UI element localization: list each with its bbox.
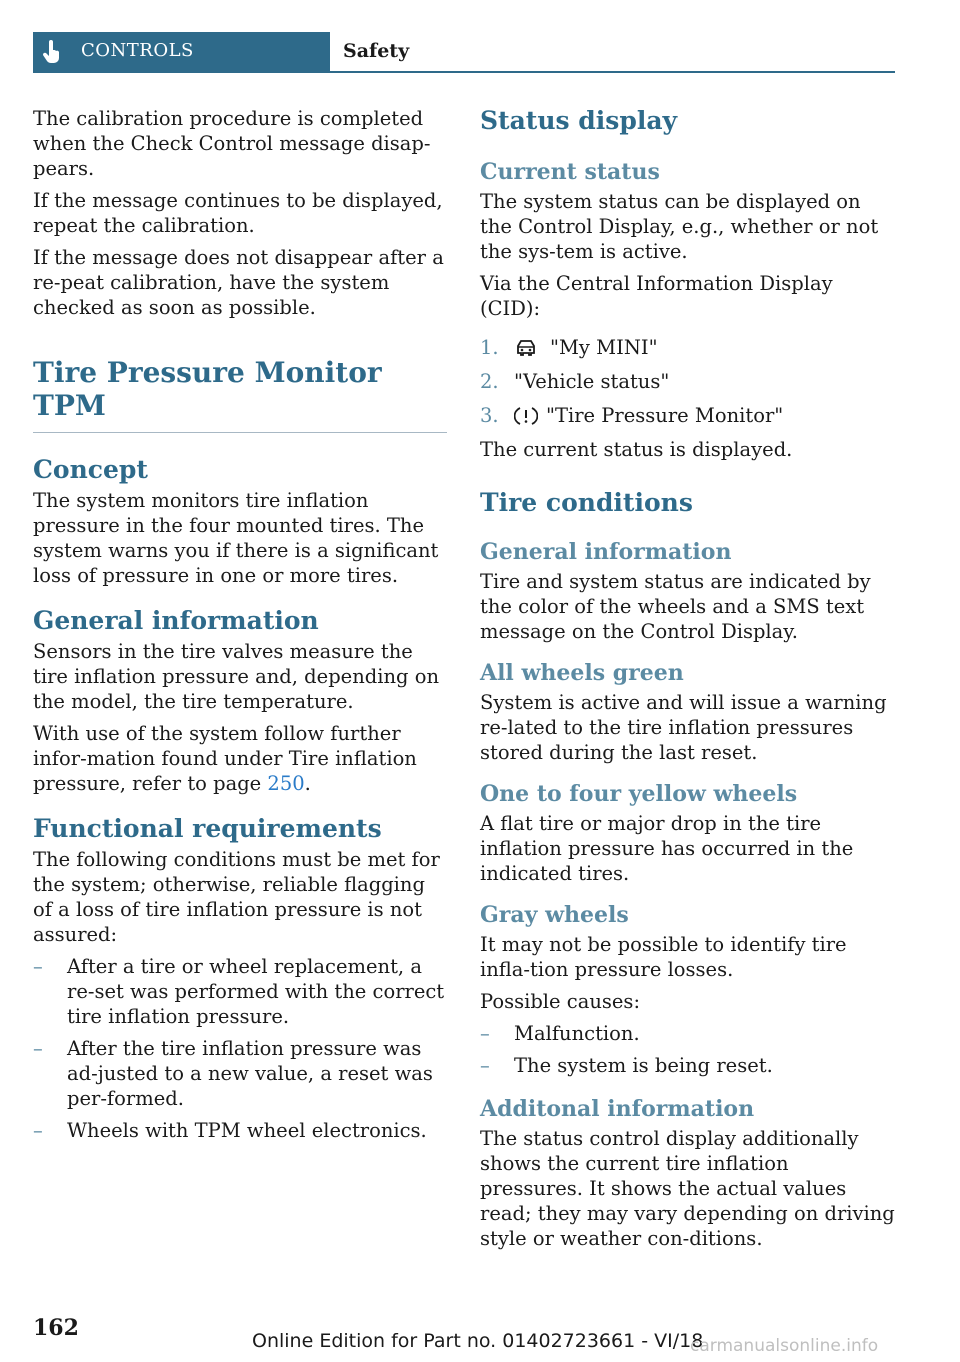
paragraph: Possible causes: — [480, 990, 641, 1013]
dash-bullet: – — [33, 955, 43, 978]
step-item — [480, 369, 895, 394]
subheading-all-wheels-green: All wheels green — [480, 660, 684, 686]
paragraph: If the message does not disappear after a re‐peat calibration, have the system checked as soon as possible. — [33, 246, 444, 319]
paragraph: System is active and will issue a warning re‐lated to the tire inflation pressures stored during the last reset. — [480, 691, 887, 764]
page-header — [33, 32, 895, 73]
step-text: "Tire Pressure Monitor" — [546, 404, 784, 427]
page-number: 162 — [33, 1315, 79, 1341]
dash-bullet: – — [480, 1022, 490, 1045]
paragraph: The current status is displayed. — [480, 438, 793, 461]
paragraph: The calibration procedure is completed when the Check Control message disap‐pears. — [33, 107, 431, 180]
paragraph-text: With use of the system follow further infor‐mation found under Tire inflation pressure, refer to page — [33, 722, 417, 795]
paragraph: Sensors in the tire valves measure the tire inflation pressure and, depending on the model, the tire temperature. — [33, 640, 440, 713]
step-number: 1. — [480, 336, 499, 359]
subheading-yellow-wheels: One to four yellow wheels — [480, 781, 798, 807]
step-number: 3. — [480, 404, 499, 427]
dash-bullet: – — [480, 1054, 490, 1077]
paragraph-text: . — [304, 772, 311, 795]
section-heading-tpm: Tire Pressure Monitor TPM — [33, 356, 447, 433]
section-label: CONTROLS — [81, 40, 194, 61]
paragraph: A flat tire or major drop in the tire inflation pressure has occurred in the indicated tires. — [480, 812, 854, 885]
paragraph: Via the Central Information Display (CID): — [480, 272, 833, 320]
steps-list — [480, 335, 895, 428]
heading-status-display: Status display — [480, 106, 678, 135]
subheading-additional-information: Additonal information — [480, 1096, 755, 1122]
causes-list — [480, 1021, 895, 1078]
paragraph: If the message continues to be displayed, repeat the calibration. — [33, 189, 443, 237]
paragraph: The system monitors tire inflation pressure in the four mounted tires. The system warns you if there is a significant loss of pressure in one or more tires. — [33, 489, 439, 587]
paragraph — [33, 721, 447, 796]
paragraph: Tire and system status are indicated by the color of the wheels and a SMS text message on the Control Display. — [480, 570, 871, 643]
edition-note: Online Edition for Part no. 01402723661 - VI/18 — [252, 1330, 704, 1352]
dash-bullet: – — [33, 1119, 43, 1142]
hand-pointer-icon — [41, 40, 63, 64]
paragraph: The following conditions must be met for the system; otherwise, reliable flagging of a loss of tire inflation pressure is not assured: — [33, 848, 440, 946]
paragraph: The status control display additionally shows the current tire inflation pressures. It shows the actual values read; they may vary depending on driving style or weather con‐ditions. — [480, 1127, 895, 1250]
step-text: "Vehicle status" — [514, 370, 670, 393]
section-tab — [33, 32, 330, 71]
list-item: – Malfunction. — [480, 1022, 640, 1045]
paragraph: It may not be possible to identify tire infla‐tion pressure losses. — [480, 933, 847, 981]
right-column — [480, 106, 895, 1258]
car-icon — [514, 337, 538, 359]
step-number: 2. — [480, 370, 499, 393]
requirements-list — [33, 954, 447, 1143]
list-item: – After the tire inflation pressure was ad‐justed to a new value, a reset was per‐formed. — [33, 1037, 433, 1110]
dash-bullet: – — [33, 1037, 43, 1060]
subheading-current-status: Current status — [480, 159, 660, 185]
chapter-title: Safety — [343, 40, 410, 62]
step-item — [480, 403, 895, 428]
subheading-general-information: General information — [480, 539, 732, 565]
left-column — [33, 106, 447, 1150]
paragraph: The system status can be displayed on the Control Display, e.g., whether or not the sys‐tem is active. — [480, 190, 879, 263]
step-item — [480, 335, 895, 360]
subheading-gray-wheels: Gray wheels — [480, 902, 629, 928]
heading-concept: Concept — [33, 455, 148, 484]
list-item: – Wheels with TPM wheel electronics. — [33, 1119, 427, 1142]
watermark: carmanualsonline.info — [690, 1336, 879, 1356]
heading-general-information: General information — [33, 606, 319, 635]
page-reference-link[interactable]: 250 — [267, 772, 305, 795]
list-item: – After a tire or wheel replacement, a re‐set was performed with the correct tire inflation pressure. — [33, 955, 445, 1028]
heading-tire-conditions: Tire conditions — [480, 488, 693, 517]
step-text: "My MINI" — [550, 336, 658, 359]
tire-warning-icon — [514, 405, 538, 427]
list-item: – The system is being reset. — [480, 1054, 773, 1077]
heading-functional-requirements: Functional requirements — [33, 814, 382, 843]
